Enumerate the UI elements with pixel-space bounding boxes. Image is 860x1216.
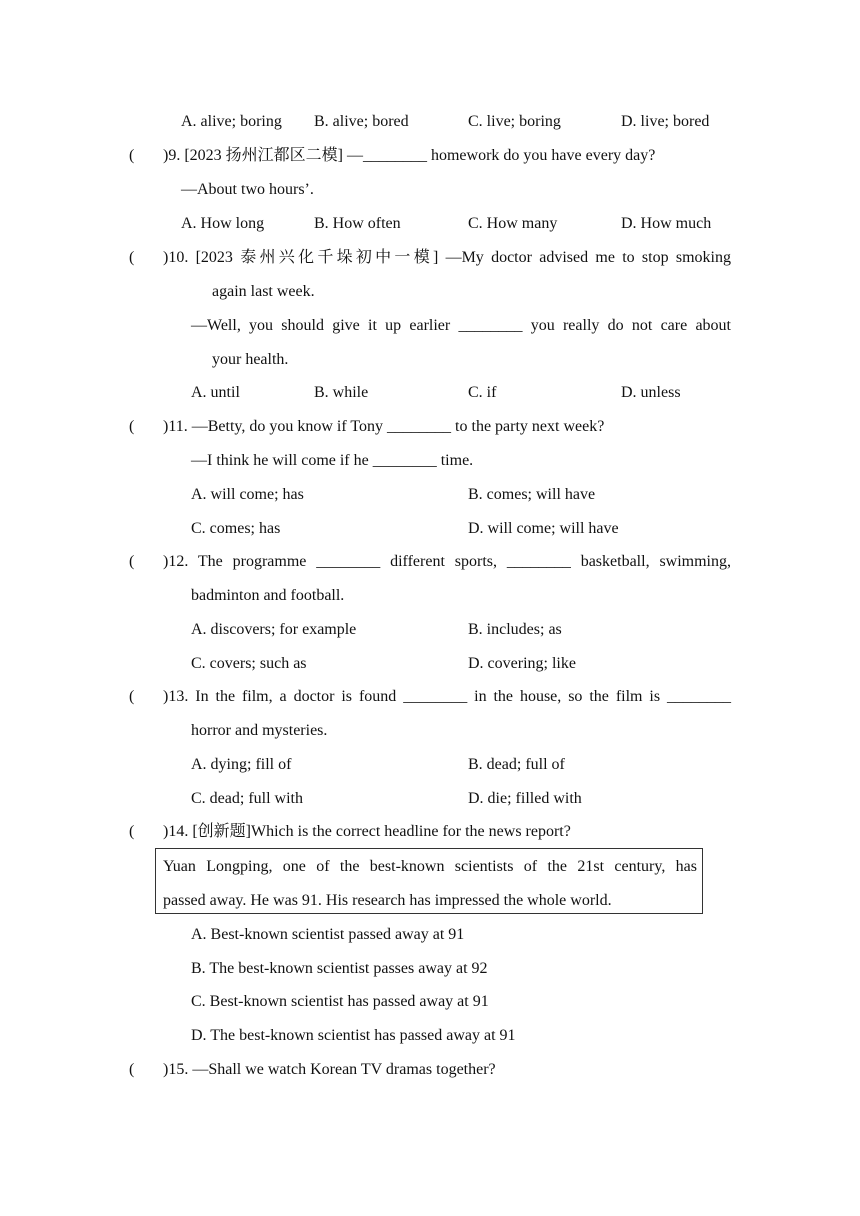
q9-option-a: A. How long — [181, 215, 265, 232]
q11-option-b: B. comes; will have — [468, 486, 596, 503]
news-report-line1: Yuan Longping, one of the best-known scientists of the 21st century, has — [163, 858, 697, 875]
q12-option-d: D. covering; like — [468, 655, 576, 672]
q13-option-b: B. dead; full of — [468, 756, 565, 773]
q8-option-a: A. alive; boring — [181, 113, 282, 130]
q12-option-c: C. covers; such as — [191, 655, 307, 672]
q10-stem-line1: )10. [2023 泰州兴化千垛初中一模] —My doctor advised me to stop smoking — [163, 249, 731, 266]
q11-option-a: A. will come; has — [191, 486, 304, 503]
q11-option-c: C. comes; has — [191, 520, 281, 537]
q12-answer-blank[interactable]: ( — [129, 553, 135, 570]
q11-option-d: D. will come; will have — [468, 520, 619, 537]
q10-option-a: A. until — [191, 384, 240, 401]
q13-stem-line2: horror and mysteries. — [191, 722, 328, 739]
q9-option-d: D. How much — [621, 215, 712, 232]
q10-reply-line1: —Well, you should give it up earlier ________ you really do not care about — [191, 317, 731, 334]
q11-answer-blank[interactable]: ( — [129, 418, 135, 435]
q11-stem-line2: —I think he will come if he ________ time. — [191, 452, 474, 469]
q14-answer-blank[interactable]: ( — [129, 823, 135, 840]
q13-option-d: D. die; filled with — [468, 790, 582, 807]
q9-stem: )9. [2023 扬州江都区二模] —________ homework do you have every day? — [163, 147, 656, 164]
q9-option-c: C. How many — [468, 215, 558, 232]
q14-stem: )14. [创新题]Which is the correct headline for the news report? — [163, 823, 571, 840]
q12-stem-line1: )12. The programme ________ different sports, ________ basketball, swimming, — [163, 553, 731, 570]
q10-reply-line2: your health. — [212, 351, 289, 368]
q13-option-c: C. dead; full with — [191, 790, 303, 807]
q10-option-b: B. while — [314, 384, 369, 401]
q10-stem-line2: again last week. — [212, 283, 315, 300]
q14-option-d: D. The best-known scientist has passed away at 91 — [191, 1027, 516, 1044]
q9-answer-line: —About two hours’. — [181, 181, 314, 198]
q10-option-d: D. unless — [621, 384, 681, 401]
q12-option-a: A. discovers; for example — [191, 621, 357, 638]
q10-option-c: C. if — [468, 384, 497, 401]
q10-answer-blank[interactable]: ( — [129, 249, 135, 266]
q14-option-c: C. Best-known scientist has passed away at 91 — [191, 993, 489, 1010]
q13-option-a: A. dying; fill of — [191, 756, 292, 773]
q13-stem-line1: )13. In the film, a doctor is found ________ in the house, so the film is ________ — [163, 688, 731, 705]
q9-answer-blank[interactable]: ( — [129, 147, 135, 164]
q12-option-b: B. includes; as — [468, 621, 562, 638]
news-report-line2: passed away. He was 91. His research has impressed the whole world. — [163, 892, 612, 909]
news-report-box — [155, 848, 703, 914]
q15-stem: )15. —Shall we watch Korean TV dramas together? — [163, 1061, 496, 1078]
q14-option-a: A. Best-known scientist passed away at 91 — [191, 926, 465, 943]
q11-stem-line1: )11. —Betty, do you know if Tony ________ to the party next week? — [163, 418, 605, 435]
q12-stem-line2: badminton and football. — [191, 587, 345, 604]
q8-option-c: C. live; boring — [468, 113, 561, 130]
q15-answer-blank[interactable]: ( — [129, 1061, 135, 1078]
q8-option-b: B. alive; bored — [314, 113, 409, 130]
q13-answer-blank[interactable]: ( — [129, 688, 135, 705]
q8-option-d: D. live; bored — [621, 113, 710, 130]
q9-option-b: B. How often — [314, 215, 401, 232]
q14-option-b: B. The best-known scientist passes away at 92 — [191, 960, 488, 977]
